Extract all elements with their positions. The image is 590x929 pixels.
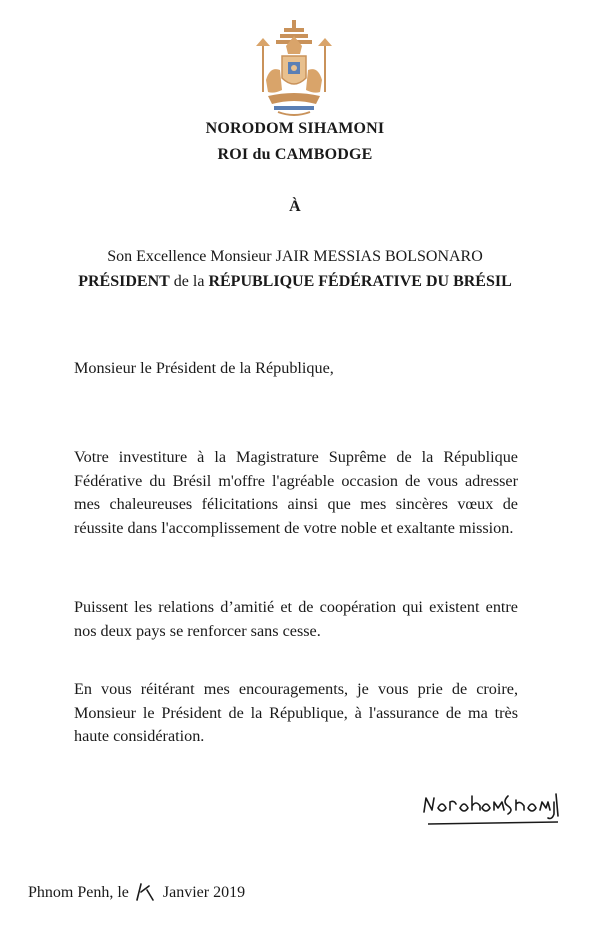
recipient-office: PRÉSIDENT (78, 273, 170, 290)
royal-crest-icon (254, 20, 334, 118)
recipient-connector: de la (173, 273, 205, 290)
date-line (28, 880, 245, 902)
salutation: Monsieur le Président de la République, (74, 359, 334, 377)
date-place: Phnom Penh, le (28, 884, 129, 901)
recipient-line-1 (0, 248, 590, 266)
recipient-country: RÉPUBLIQUE FÉDÉRATIVE DU BRÉSIL (208, 273, 512, 290)
body-paragraph-2: Puissent les relations d’amitié et de coopération qui existent entre nos deux pays se renforcer sans cesse. (74, 598, 518, 640)
signature-icon (416, 786, 566, 832)
recipient-name: JAIR MESSIAS BOLSONARO (275, 248, 483, 265)
recipient-honorific: Son Excellence Monsieur (107, 248, 272, 265)
body-paragraph-1: Votre investiture à la Magistrature Suprême de la République Fédérative du Brésil m'offre l'agréable occasion de vous adresser mes chaleureuses félicitations ainsi que mes sincères vœux de réussite dans l'accomplissement de votre noble et exaltante mission. (74, 448, 518, 537)
body-paragraph-3: En vous réitérant mes encouragements, je vous prie de croire, Monsieur le Président de la République, à l'assurance de ma très haute considération. (74, 680, 518, 745)
sender-name: NORODOM SIHAMONI (205, 120, 385, 137)
recipient-line-2 (0, 273, 590, 291)
handwritten-day-icon (133, 880, 159, 902)
sender-title: ROI du CAMBODGE (217, 146, 373, 163)
date-month-year: Janvier 2019 (162, 884, 246, 901)
addressed-to: À (289, 198, 301, 215)
